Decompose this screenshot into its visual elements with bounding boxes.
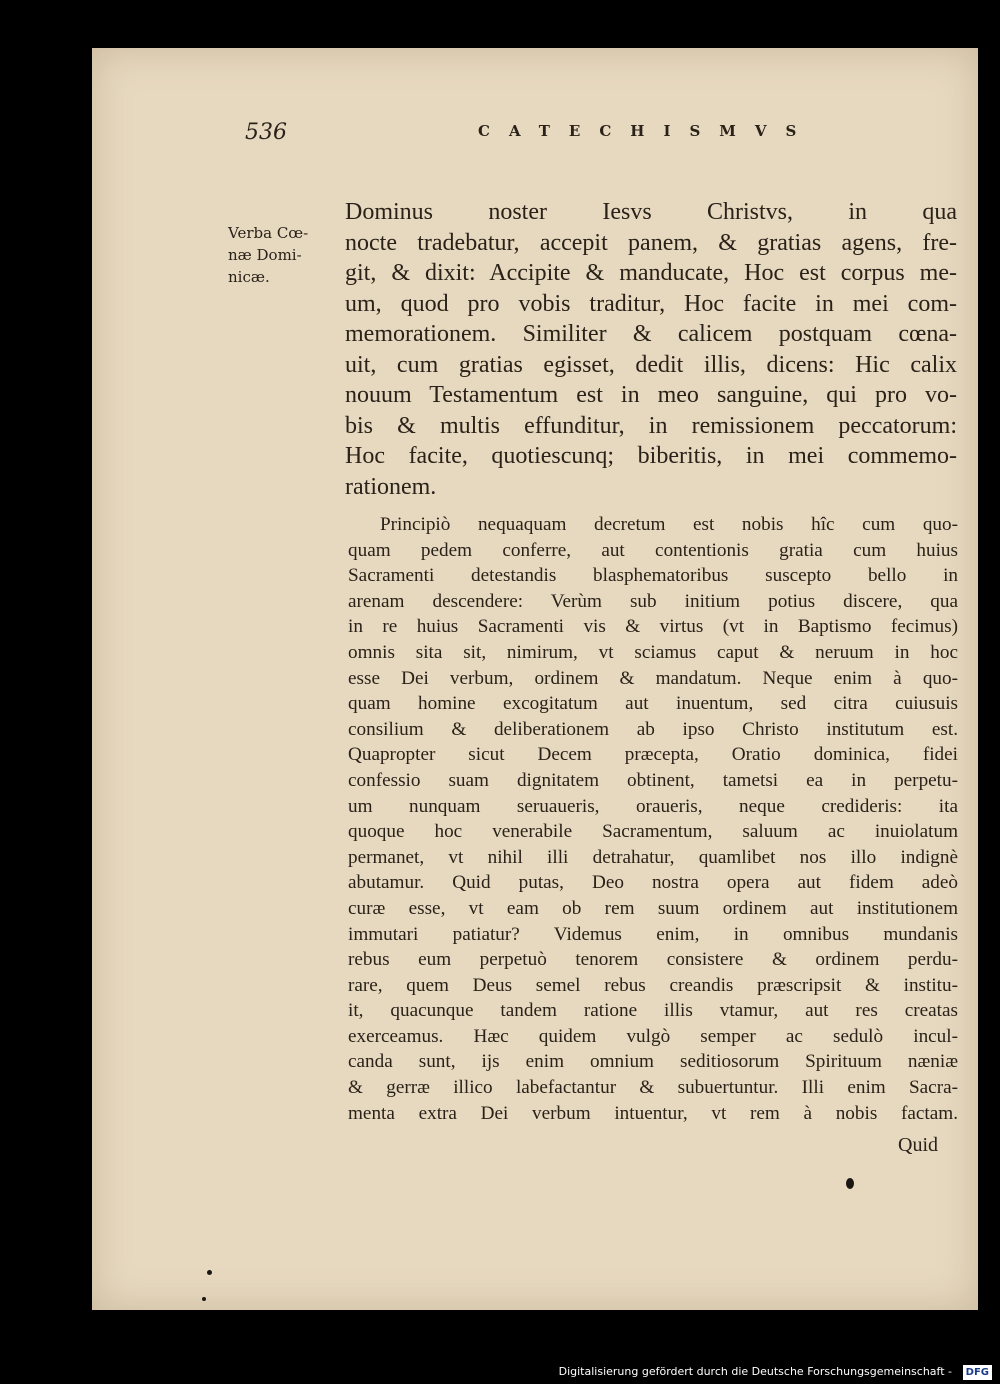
dfg-logo: DFG bbox=[963, 1365, 992, 1380]
running-head: CATECHISMVS bbox=[478, 122, 816, 140]
scripture-line: git, & dixit: Accipite & manducate, Hoc est corpus me- bbox=[345, 260, 957, 286]
ink-spot bbox=[846, 1178, 854, 1189]
commentary-line: menta extra Dei verbum intuentur, vt rem à nobis factam. bbox=[348, 1102, 958, 1124]
commentary-line: & gerræ illico labefactantur & subuertuntur. Illi enim Sacra- bbox=[348, 1077, 958, 1099]
commentary-line: quam pedem conferre, aut contentionis gratia cum huius bbox=[348, 539, 958, 561]
funding-credit: Digitalisierung gefördert durch die Deutsche Forschungsgemeinschaft - bbox=[558, 1365, 952, 1378]
commentary-line: Sacramenti detestandis blasphematoribus suscepto bello in bbox=[348, 565, 958, 587]
commentary-line: immutari patiatur? Videmus enim, in omnibus mundanis bbox=[348, 923, 958, 945]
commentary-line: abutamur. Quid putas, Deo nostra opera aut fidem adeò bbox=[348, 872, 958, 894]
commentary-line: arenam descendere: Verùm sub initium potius discere, qua bbox=[348, 590, 958, 612]
page-number: 536 bbox=[245, 120, 287, 145]
marginal-note-line: nicæ. bbox=[228, 268, 270, 286]
commentary-line: it, quacunque tandem ratione illis vtamur, aut res creatas bbox=[348, 1000, 958, 1022]
commentary-line: Principiò nequaquam decretum est nobis hîc cum quo- bbox=[380, 514, 958, 535]
commentary-line: curæ esse, vt eam ob rem suum ordinem aut institutionem bbox=[348, 897, 958, 919]
commentary-line: Quapropter sicut Decem præcepta, Oratio dominica, fidei bbox=[348, 744, 958, 766]
commentary-line: quoque hoc venerabile Sacramentum, saluum ac inuiolatum bbox=[348, 821, 958, 843]
commentary-line: rare, quem Deus semel rebus creandis præscripsit & institu- bbox=[348, 974, 958, 996]
ink-spot bbox=[202, 1297, 206, 1301]
scripture-line: Hoc facite, quotiescunq; biberitis, in mei commemo- bbox=[345, 443, 957, 469]
commentary-paragraph bbox=[348, 512, 958, 1126]
scripture-line: nouum Testamentum est in meo sanguine, qui pro vo- bbox=[345, 382, 957, 408]
commentary-line: exerceamus. Hæc quidem vulgò semper ac sedulò incul- bbox=[348, 1025, 958, 1047]
commentary-line: quam homine excogitatum aut inuentum, sed citra cuiusuis bbox=[348, 693, 958, 715]
scripture-line: Dominus noster Iesvs Christvs, in qua bbox=[345, 199, 957, 225]
footer-bar bbox=[0, 1362, 1000, 1384]
commentary-line: consilium & deliberationem ab ipso Christo institutum est. bbox=[348, 718, 958, 740]
commentary-line: esse Dei verbum, ordinem & mandatum. Neque enim à quo- bbox=[348, 667, 958, 689]
commentary-line: omnis sita sit, nimirum, vt sciamus caput & neruum in hoc bbox=[348, 641, 958, 663]
scripture-line: um, quod pro vobis traditur, Hoc facite in mei com- bbox=[345, 290, 957, 317]
scripture-passage bbox=[345, 197, 957, 502]
commentary-line: in re huius Sacramenti vis & virtus (vt in Baptismo fecimus) bbox=[348, 616, 958, 638]
scripture-line: nocte tradebatur, accepit panem, & gratias agens, fre- bbox=[345, 229, 957, 256]
scripture-line: memorationem. Similiter & calicem postquam cœna- bbox=[345, 321, 957, 347]
marginal-note-line: næ Domi- bbox=[228, 246, 302, 264]
commentary-line: permanet, vt nihil illi detrahatur, quamlibet nos illo indignè bbox=[348, 846, 958, 868]
commentary-line: rebus eum perpetuò tenorem consistere & ordinem perdu- bbox=[348, 949, 958, 971]
catchword: Quid bbox=[898, 1134, 938, 1156]
scripture-line: rationem. bbox=[345, 473, 437, 500]
commentary-line: canda sunt, ijs enim omnium seditiosorum Spirituum næniæ bbox=[348, 1051, 958, 1073]
marginal-note bbox=[228, 222, 338, 288]
commentary-line: um nunquam seruaueris, oraueris, neque credideris: ita bbox=[348, 795, 958, 817]
commentary-line: confessio suam dignitatem obtinent, tametsi ea in perpetu- bbox=[348, 769, 958, 791]
scripture-line: uit, cum gratias egisset, dedit illis, dicens: Hic calix bbox=[345, 351, 957, 378]
ink-spot bbox=[207, 1270, 212, 1275]
scripture-line: bis & multis effunditur, in remissionem peccatorum: bbox=[345, 412, 957, 439]
marginal-note-line: Verba Cœ- bbox=[228, 224, 309, 242]
